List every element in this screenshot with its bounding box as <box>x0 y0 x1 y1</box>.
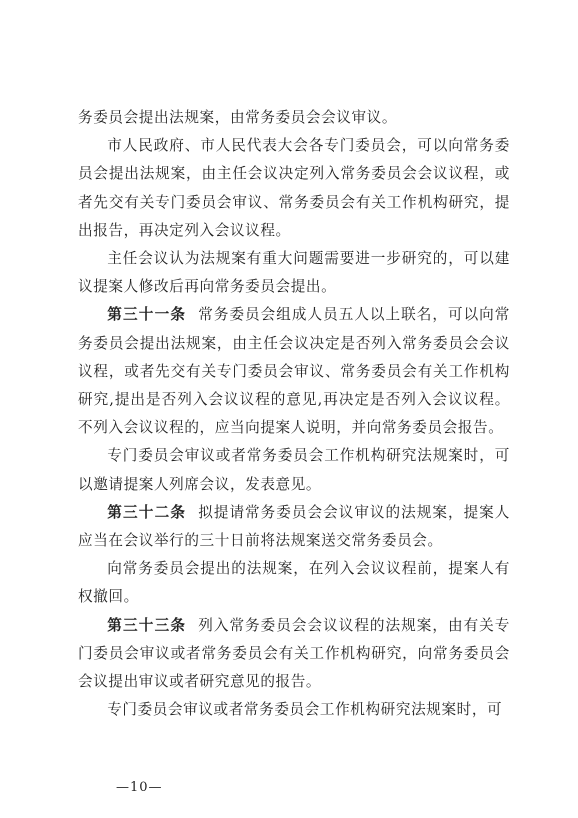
paragraph-7 <box>78 555 510 611</box>
paragraph-article-33 <box>78 612 510 697</box>
body-text <box>78 104 510 724</box>
article-heading: 第三十一条 <box>107 306 187 324</box>
paragraph-9 <box>78 696 510 724</box>
paragraph-text: 务委员会提出法规案，由常务委员会会议审议。 <box>78 109 398 126</box>
paragraph-article-32 <box>78 499 510 555</box>
paragraph-2 <box>78 132 510 245</box>
paragraph-3 <box>78 245 510 301</box>
paragraph-text: 专门委员会审议或者常务委员会工作机构研究法规案时，可 <box>107 701 503 719</box>
paragraph-text: 列入常务委员会会议议程的法规案，由有关专门委员会审议或者常务委员会有关工作机构研究，向常务委员会会议提出审议或者研究意见的报告。 <box>78 616 510 691</box>
paragraph-text: 市人民政府、市人民代表大会各专门委员会，可以向常务委员会提出法规案，由主任会议决定列入常务委员会会议议程，或者先交有关专门委员会审议、常务委员会有关工作机构研究，提出报告，再决定列入会议议程。 <box>78 137 510 239</box>
paragraph-article-31 <box>78 301 510 442</box>
page-number: —10— <box>116 780 163 795</box>
paragraph-text: 常务委员会组成人员五人以上联名，可以向常务委员会提出法规案，由主任会议决定是否列入常务委员会会议议程，或者先交有关专门委员会审议、常务委员会有关工作机构研究,提出是否列入会议议程的意见,再决定是否列入会议议程。不列入会议议程的，应当向提案人说明，并向常务委员会报告。 <box>78 306 510 437</box>
paragraph-text: 专门委员会审议或者常务委员会工作机构研究法规案时，可以邀请提案人列席会议，发表意见。 <box>78 447 510 493</box>
paragraph-text: 向常务委员会提出的法规案，在列入会议议程前，提案人有权撤回。 <box>78 560 510 606</box>
paragraph-text: 拟提请常务委员会会议审议的法规案，提案人应当在会议举行的三十日前将法规案送交常务委员会。 <box>78 503 510 550</box>
article-heading: 第三十三条 <box>107 616 187 634</box>
article-heading: 第三十二条 <box>107 503 187 521</box>
paragraph-text: 主任会议认为法规案有重大问题需要进一步研究的，可以建议提案人修改后再向常务委员会提出。 <box>78 250 510 296</box>
paragraph-1 <box>78 104 510 132</box>
paragraph-5 <box>78 442 510 498</box>
